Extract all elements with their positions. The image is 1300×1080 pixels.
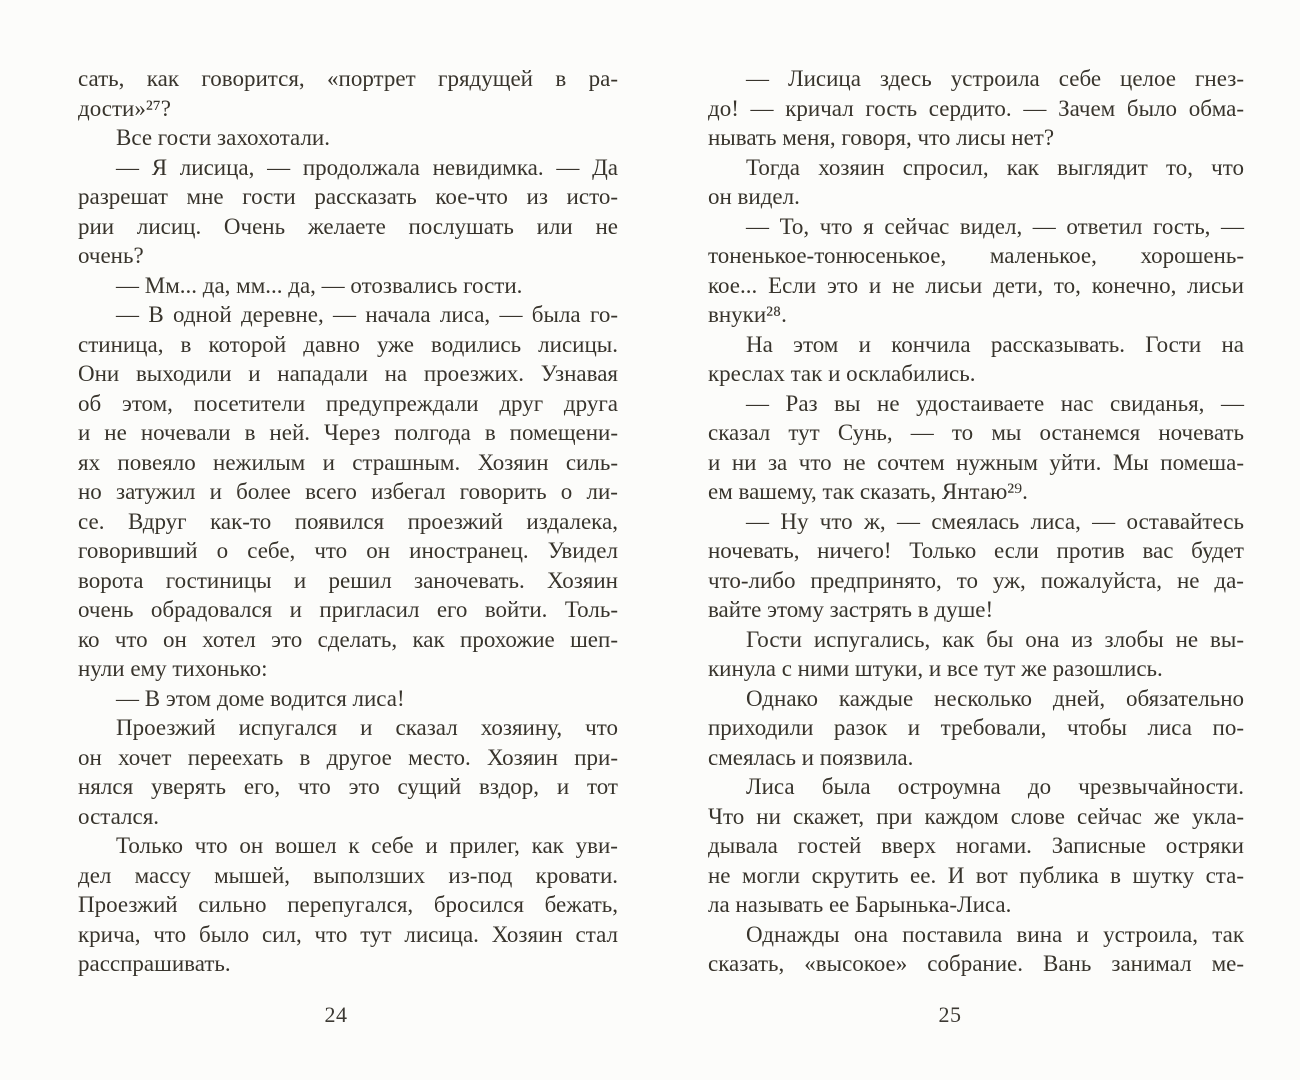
text-line: ко что он хотел это сделать, как прохожие шеп- xyxy=(78,626,618,652)
text-line: — Лисица здесь устроила себе целое гнез- xyxy=(746,66,1244,91)
text-line: очень? xyxy=(78,243,144,268)
text-line: приходили разок и требовали, чтобы лиса по- xyxy=(708,715,1244,740)
text-line: — В одной деревне, — начала лиса, — была го- xyxy=(116,302,618,327)
text-line: Проезжий сильно перепугался, бросился бежать, xyxy=(78,892,619,917)
right-page-number: 25 xyxy=(938,1002,962,1027)
text-line: ях повеяло нежилым и страшным. Хозяин силь- xyxy=(78,449,618,475)
text-line: стиница, в которой давно уже водились лисицы. xyxy=(78,331,618,357)
text-line: Только что он вошел к себе и прилег, как уви- xyxy=(116,833,618,858)
text-line: разрешат мне гости рассказать кое-что из исто- xyxy=(78,184,618,209)
text-line: говоривший о себе, что он иностранец. Увидел xyxy=(78,538,618,563)
text-line: На этом и кончила рассказывать. Гости на xyxy=(746,331,1245,357)
left-page-number: 24 xyxy=(324,1002,348,1027)
text-line: крича, что было сил, что тут лисица. Хозяин стал xyxy=(78,921,618,947)
text-line: ночевать, ничего! Только если против вас будет xyxy=(708,538,1244,563)
text-line: он видел. xyxy=(708,184,800,209)
text-line: дывала гостей вверх ногами. Записные остряки xyxy=(708,833,1244,858)
text-line: рии лисиц. Очень желаете послушать или не xyxy=(78,213,618,239)
text-line: — В этом доме водится лиса! xyxy=(116,685,405,711)
text-line: остался. xyxy=(78,803,160,829)
text-line: Однако каждые несколько дней, обязательно xyxy=(746,685,1244,711)
text-line: до! — кричал гость сердито. — Зачем было обма- xyxy=(708,95,1245,121)
text-line: кинула с ними штуки, и все тут же разошлись. xyxy=(708,656,1163,681)
text-line: Тогда хозяин спросил, как выглядит то, что xyxy=(746,154,1244,180)
text-line: сказал тут Сунь, — то мы останемся ночевать xyxy=(708,420,1245,445)
text-line: Однажды она поставила вина и устроила, так xyxy=(746,921,1244,947)
text-line: но затужил и более всего избегал говорить о ли- xyxy=(78,479,618,504)
text-line: Проезжий испугался и сказал хозяину, что xyxy=(116,715,618,740)
text-line: сать, как говорится, «портрет грядущей в ра- xyxy=(78,66,619,91)
text-line: внуки²⁸. xyxy=(708,302,787,327)
text-line: Они выходили и нападали на проезжих. Узнавая xyxy=(78,361,618,386)
text-line: — То, что я сейчас видел, — ответил гость, — xyxy=(746,213,1245,239)
text-line: Что ни скажет, при каждом слове сейчас же укла- xyxy=(708,803,1245,829)
text-line: Гости испугались, как бы она из злобы не вы- xyxy=(746,626,1245,652)
text-line: нули ему тихонько: xyxy=(78,656,268,681)
right-page-text xyxy=(708,64,1244,979)
text-line: ем вашему, так сказать, Янтаю²⁹. xyxy=(708,479,1028,504)
text-line: смеялась и поязвила. xyxy=(708,744,914,770)
text-line: об этом, посетители предупреждали друг друга xyxy=(78,390,618,416)
text-line: и не ночевали в ней. Через полгода в помещени- xyxy=(78,420,619,445)
text-line: — Раз вы не удостаиваете нас свиданья, — xyxy=(746,390,1244,416)
text-line: — Ну что ж, — смеялась лиса, — оставайтесь xyxy=(746,508,1244,534)
text-line: и ни за что не сочтем нужным уйти. Мы помеша- xyxy=(708,449,1244,475)
text-line: ворота гостиницы и решил заночевать. Хозяин xyxy=(78,567,618,593)
text-line: что-либо предпринято, то уж, пожалуйста, не да- xyxy=(708,567,1244,593)
text-line: очень обрадовался и пригласил его войти. Толь- xyxy=(78,597,618,622)
text-line: — Я лисица, — продолжала невидимка. — Да xyxy=(116,154,618,180)
text-line: нывать меня, говоря, что лисы нет? xyxy=(708,125,1055,150)
text-line: он хочет переехать в другое место. Хозяин при- xyxy=(78,744,618,770)
text-line: — Мм... да, мм... да, — отозвались гости. xyxy=(116,272,523,298)
text-line: креслах так и осклабились. xyxy=(708,361,976,386)
text-line: расспрашивать. xyxy=(78,951,231,976)
text-line: Все гости захохотали. xyxy=(116,125,330,150)
text-line: сказать, «высокое» собрание. Вань занимал ме- xyxy=(708,951,1245,976)
text-line: кое... Если это и не лисьи дети, то, конечно, лисьи xyxy=(708,272,1244,298)
text-line: нялся уверять его, что это сущий вздор, и тот xyxy=(78,774,618,799)
text-line: ла называть ее Барынька-Лиса. xyxy=(708,892,1012,917)
text-line: не могли скрутить ее. И вот публика в шутку ста- xyxy=(708,862,1244,888)
text-line: дел массу мышей, выползших из-под кровати. xyxy=(78,862,618,888)
text-line: вайте этому застрять в душе! xyxy=(708,597,994,622)
text-line: тоненькое-тонюсенькое, маленькое, хорошень- xyxy=(708,243,1244,268)
left-page-text xyxy=(78,64,618,979)
text-line: се. Вдруг как-то появился проезжий издалека, xyxy=(78,508,618,534)
text-line: Лиса была остроумна до чрезвычайности. xyxy=(746,774,1244,799)
text-line: дости»²⁷? xyxy=(78,95,171,121)
